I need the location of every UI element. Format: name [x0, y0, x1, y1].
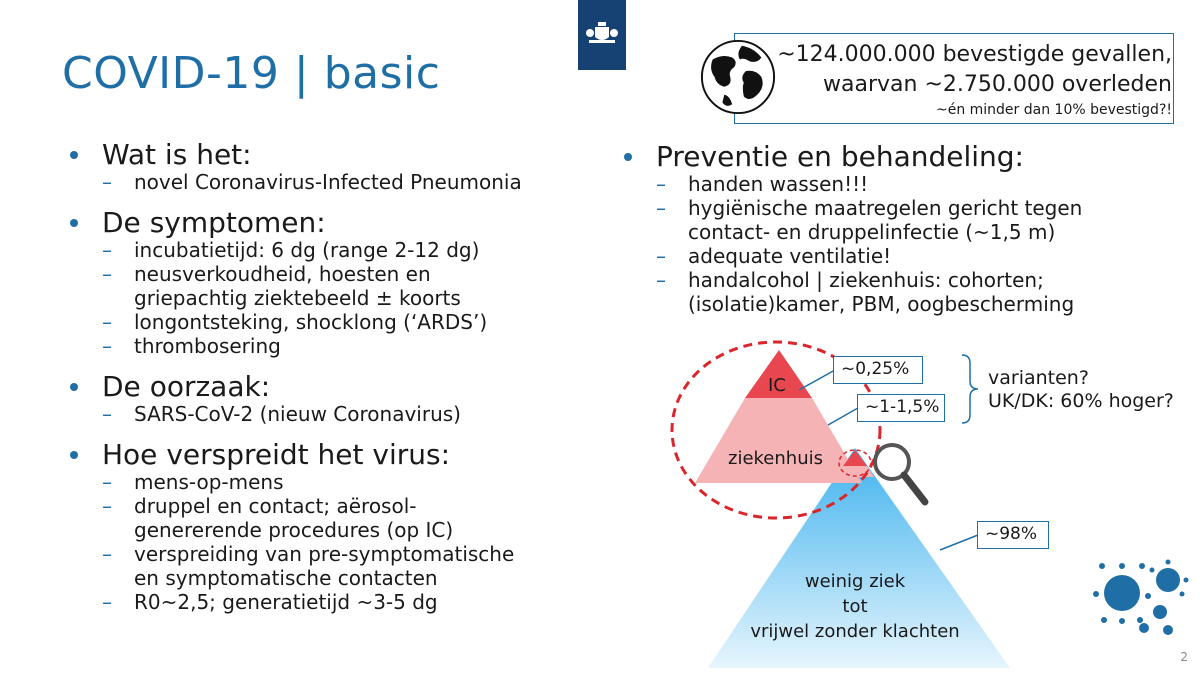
- stats-note: ~én minder dan 10% bevestigd?!: [935, 102, 1172, 118]
- list-item: – verspreiding van pre-symptomatische en symptomatische contacten: [102, 542, 515, 590]
- list-item: – druppel en contact; aërosol- genererende procedures (op IC): [102, 494, 454, 542]
- list-item: – SARS-CoV-2 (nieuw Coronavirus): [102, 402, 461, 426]
- stats-deaths: waarvan ~2.750.000 overleden: [823, 72, 1172, 97]
- list-item: – incubatietijd: 6 dg (range 2-12 dg): [102, 238, 480, 262]
- pyramid-hospital-label: ziekenhuis: [728, 448, 823, 469]
- pyramid-base-label-2: tot: [842, 596, 868, 617]
- list-item: – neusverkoudheid, hoesten en griepachtig ziektebeeld ± koorts: [102, 262, 461, 310]
- list-item: – handen wassen!!!: [656, 172, 869, 196]
- callout-base-percentage: ~98%: [977, 521, 1049, 549]
- pyramid-base-label-3: vrijwel zonder klachten: [750, 621, 960, 642]
- list-item: – thrombosering: [102, 334, 281, 358]
- callout-line-ic: [799, 370, 835, 390]
- callout-line-base: [940, 535, 978, 550]
- list-item: – adequate ventilatie!: [656, 244, 892, 268]
- variants-line-1: varianten?: [988, 367, 1089, 389]
- stats-confirmed-cases: ~124.000.000 bevestigde gevallen,: [777, 42, 1172, 67]
- variants-note: [988, 367, 1174, 413]
- list-item: – mens-op-mens: [102, 470, 284, 494]
- section-heading: Hoe verspreidt het virus:: [102, 438, 451, 471]
- page-number: 2: [1180, 650, 1188, 664]
- virus-icon: [1093, 560, 1189, 636]
- callout-ic-percentage: ~0,25%: [833, 356, 923, 384]
- callout-hospital-percentage: ~1-1,5%: [857, 394, 945, 422]
- list-item: – hygiënische maatregelen gericht tegen contact- en druppelinfectie (~1,5 m): [656, 196, 1083, 244]
- pyramid-ic-label: IC: [768, 375, 786, 396]
- list-item: – longontsteking, shocklong (‘ARDS’): [102, 310, 488, 334]
- section-heading: Preventie en behandeling:: [656, 140, 1024, 173]
- section-heading: De symptomen:: [102, 206, 326, 239]
- section-heading: De oorzaak:: [102, 370, 271, 403]
- variants-line-2: UK/DK: 60% hoger?: [988, 390, 1174, 412]
- pyramid-base-label-1: weinig ziek: [804, 571, 906, 592]
- callout-line-hospital: [828, 408, 858, 425]
- list-item: – R0~2,5; generatietijd ~3-5 dg: [102, 590, 438, 614]
- section-heading: Wat is het:: [102, 138, 252, 171]
- list-item: – handalcohol | ziekenhuis: cohorten; (isolatie)kamer, PBM, oogbescherming: [656, 268, 1075, 316]
- pyramid-hospital-section: [695, 398, 862, 483]
- variants-brace: [962, 355, 978, 423]
- page-title: COVID-19 | basic: [62, 48, 441, 99]
- list-item: – novel Coronavirus-Infected Pneumonia: [102, 170, 522, 194]
